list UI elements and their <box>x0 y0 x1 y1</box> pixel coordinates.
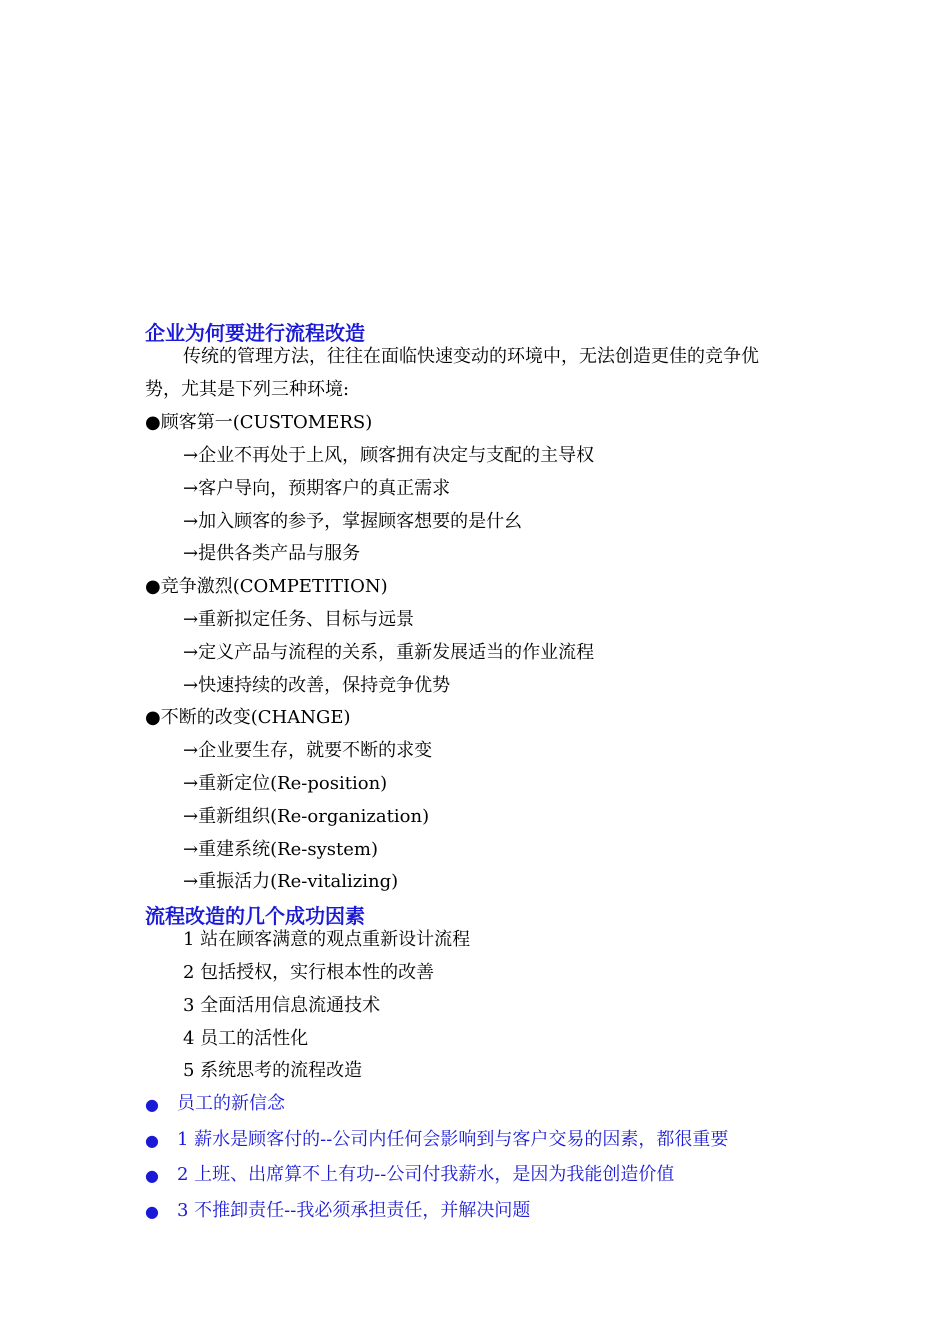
list-item: →企业不再处于上风，顾客拥有决定与支配的主导权 <box>183 445 595 466</box>
group-label-competition: ●竞争激烈(COMPETITION) <box>145 576 388 597</box>
belief-heading: 员工的新信念 <box>177 1093 285 1114</box>
bullet-icon: ● <box>145 1095 159 1114</box>
list-item: →重新组织(Re-organization) <box>183 806 430 827</box>
numbered-item: 2 包括授权，实行根本性的改善 <box>183 962 435 983</box>
list-item: →重建系统(Re-system) <box>183 839 379 860</box>
group-label-customers: ●顾客第一(CUSTOMERS) <box>145 412 373 433</box>
section-title-why-reengineer: 企业为何要进行流程改造 <box>145 321 365 345</box>
section-title-success-factors: 流程改造的几个成功因素 <box>145 904 365 928</box>
list-item: →定义产品与流程的关系，重新发展适当的作业流程 <box>183 642 595 663</box>
belief-item: 2 上班、出席算不上有功--公司付我薪水，是因为我能创造价值 <box>177 1164 675 1185</box>
list-item: →重振活力(Re-vitalizing) <box>183 871 399 892</box>
list-item: →重新拟定任务、目标与远景 <box>183 609 415 630</box>
group-label-change: ●不断的改变(CHANGE) <box>145 707 351 728</box>
list-item: →提供各类产品与服务 <box>183 543 361 564</box>
belief-item: 3 不推卸责任--我必须承担责任，并解决问题 <box>177 1200 531 1221</box>
intro-line-2: 势，尤其是下列三种环境: <box>145 379 350 400</box>
intro-line-1: 传统的管理方法，往往在面临快速变动的环境中，无法创造更佳的竞争优 <box>183 346 759 367</box>
numbered-item: 1 站在顾客满意的观点重新设计流程 <box>183 929 471 950</box>
belief-item: 1 薪水是顾客付的--公司内任何会影响到与客户交易的因素，都很重要 <box>177 1129 729 1150</box>
numbered-item: 5 系统思考的流程改造 <box>183 1060 363 1081</box>
list-item: →重新定位(Re-position) <box>183 773 388 794</box>
list-item: →快速持续的改善，保持竞争优势 <box>183 675 451 696</box>
bullet-icon: ● <box>145 1166 159 1185</box>
list-item: →企业要生存，就要不断的求变 <box>183 740 433 761</box>
numbered-item: 3 全面活用信息流通技术 <box>183 995 381 1016</box>
bullet-icon: ● <box>145 1202 159 1221</box>
bullet-icon: ● <box>145 1131 159 1150</box>
numbered-item: 4 员工的活性化 <box>183 1028 309 1049</box>
list-item: →加入顾客的参予，掌握顾客想要的是什幺 <box>183 511 523 532</box>
list-item: →客户导向，预期客户的真正需求 <box>183 478 451 499</box>
